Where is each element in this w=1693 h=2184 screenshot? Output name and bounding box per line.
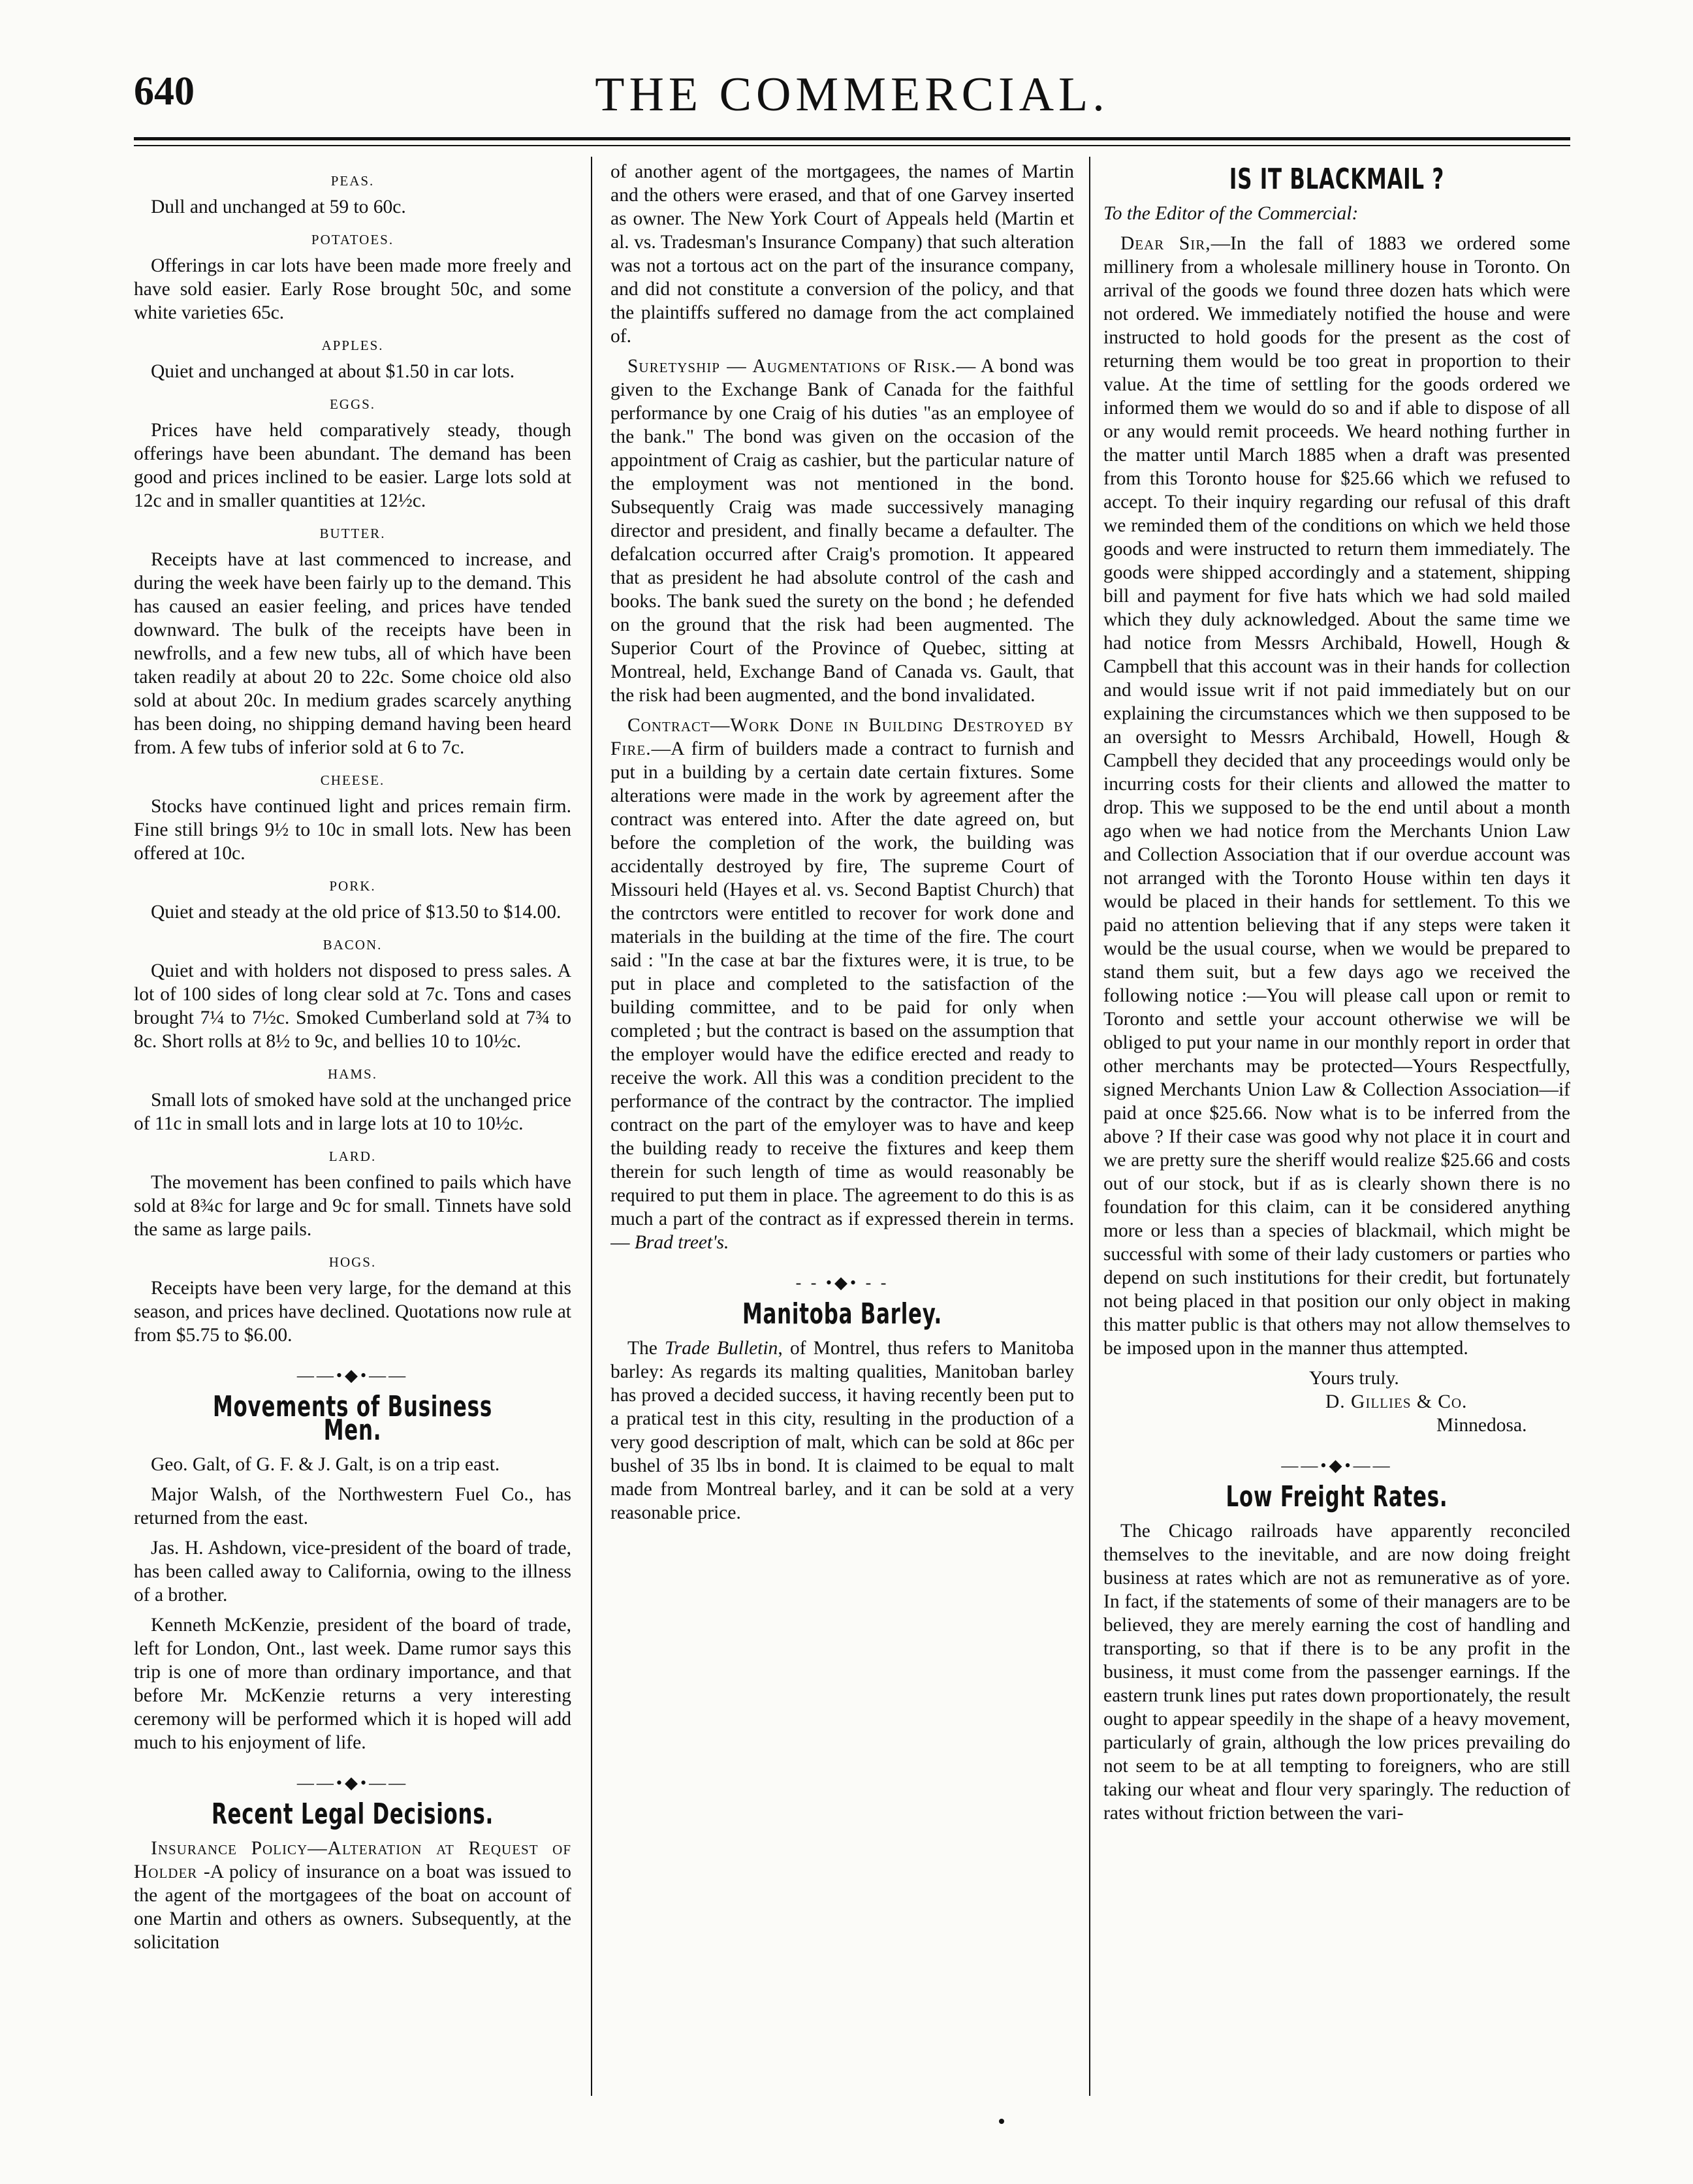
headline-legal-decisions: Recent Legal Decisions. (211, 1797, 494, 1831)
market-text-bacon: Quiet and with holders not disposed to press sales. A lot of 100 sides of long clear sold at 7c. Tons and cases brought 7¼ to 7½c. Smoked Cumberland sold at 7¾ to 8c. Short rolls at 8½ to 9c, and bellies 10 to 10½c. (134, 960, 571, 1052)
movement-item: Geo. Galt, of G. F. & J. Galt, is on a trip east. (151, 1454, 500, 1475)
market-label-lard: LARD. (328, 1148, 377, 1164)
headline-manitoba-barley: Manitoba Barley. (742, 1297, 943, 1331)
market-label-potatoes: POTATOES. (311, 232, 394, 247)
letter-salutation: Dear Sir, (1120, 233, 1211, 254)
header-rule (134, 137, 1570, 140)
market-text-potatoes: Offerings in car lots have been made more freely and have sold easier. Early Rose brought 50c, and some white varieties 65c. (134, 255, 571, 323)
movement-item: Major Walsh, of the Northwestern Fuel Co., has returned from the east. (134, 1484, 571, 1528)
section-ornament: ——•◆•—— (296, 1366, 409, 1385)
freight-article: The Chicago railroads have apparently reconciled themselves to the inevitable, and are now doing freight business at rates which are not as remunerative as of yore. In fact, if the statements of some of their managers are to be believed, they are merely earning the cost of handling and transporting, so that if there is to be any profit in the business, it must come from the passenger earnings. If the eastern trunk lines put rates down proportionately, the result ought to appear speedily in the shape of a heavy movement, particularly of grain, although the low prices prevailing do not seem to be at all tempting to foreigners, who are still taking our wheat and flour very sparingly. The reduction of rates without friction between the vari- (1103, 1521, 1570, 1824)
page-header (134, 62, 1570, 134)
legal-item (610, 714, 1074, 1254)
section-ornament: ——•◆•—— (1281, 1456, 1393, 1475)
market-label-apples: APPLES. (321, 338, 384, 353)
market-text-hams: Small lots of smoked have sold at the unchanged price of 11c in small lots and in large lots at 10 to 10½c. (134, 1090, 571, 1134)
headline-freight-rates: Low Freight Rates. (1226, 1480, 1448, 1513)
legal-item (610, 355, 1074, 707)
column-divider (591, 157, 592, 2096)
market-label-bacon: BACON. (323, 937, 383, 953)
market-text-hogs: Receipts have been very large, for the demand at this season, and prices have declined. Quotations now rule at from $5.75 to $6.00. (134, 1278, 571, 1346)
column-3 (1103, 160, 1570, 2080)
legal-item-text: —A firm of builders made a contract to furnish and put in a building by a certain date certain fixtures. Some alterations were made in the work by agreement after the contract was entered into. After the date agreed on, but before the completion of the work, the building was accidentally destroyed by fire, The supreme Court of Missouri held (Hayes et al. vs. Second Baptist Church) that the contrctors were entitled to recover for work done and materials in the building at the time of the fire. The court said : "In the case at bar the fixtures were, it is true, to be put in place and completed to the satisfaction of the building committee, and to be paid for only when completed ; but the contract is based on the assumption that the employer would have the edifice erected and ready to receive the work. All this was a condition precident to the performance of the contract by the contractor. The implied contract on the part of the emyloyer was to have and keep the building ready to receive the fixtures and keep them therein for such length of time as would reasonably be required to put them in place. The agreement to do this is as much a part of the contract as if expressed therein in terms.— (610, 738, 1074, 1253)
legal-item-source: Brad treet's. (634, 1232, 729, 1253)
column-divider (1089, 157, 1090, 2096)
market-text-peas: Dull and unchanged at 59 to 60c. (151, 197, 406, 217)
market-text-butter: Receipts have at last commenced to increase, and during the week have been fairly up to the demand. This has caused an easier feeling, and prices have tended downward. The bulk of the receipts have been in newfrolls, and a few new tubs, all of which have been taken readily at about 20 to 22c. Some choice old also sold at about 20c. In medium grades scarcely anything has been doing, no shipping demand having been heard from. A few tubs of inferior sold at 6 to 7c. (134, 549, 571, 758)
market-text-pork: Quiet and steady at the old price of $13.50 to $14.00. (151, 902, 562, 923)
letter-closing: Yours truly. (1309, 1368, 1399, 1389)
legal-item-title: Contract—Work Done in Building Destroyed by Fire. (610, 715, 1074, 759)
market-label-eggs: EGGS. (329, 396, 376, 412)
market-label-butter: BUTTER. (319, 526, 386, 541)
section-ornament: - - •◆• - - (795, 1273, 889, 1292)
market-label-hogs: HOGS. (328, 1254, 377, 1270)
market-text-eggs: Prices have held comparatively steady, though offerings have been abundant. The demand has been good and prices inclined to be easier. Large lots sold at 12c and in smaller quantities at 12½c. (134, 420, 571, 511)
letter-body (1103, 232, 1570, 1360)
barley-article (610, 1337, 1074, 1525)
section-ornament: ——•◆•—— (296, 1773, 409, 1792)
letter-text: —In the fall of 1883 we ordered some millinery from a wholesale millinery house in Toronto. On arrival of the goods we found three dozen hats which were not ordered. We immediately notified the house and were instructed to hold goods for the present as the cost of returning them would be too great in proportion to their value. At the time of settling for the goods ordered we informed them we would do so and if able to dispose of all or any would remit proceeds. We heard nothing further in the matter until March 1885 when a draft was presented from this Toronto house for $25.66 which we refused to accept. To their inquiry regarding our refusal of this draft we reminded them of the conditions on which we held those goods and were instructed to return them immediately. The goods were shipped accordingly and a statement, shipping bill and payment for five hats which we had sold mailed which they duly acknowledged. About the same time we had notice from Messrs Archibald, Howell, Hough & Campbell that this account was in their hands for collection and would issue writ if not paid immediately but on our explaining the circumstances which we then supposed to be an oversight to Messrs Archibald, Howell, Hough & Campbell they decided that any proceedings would only be incurring costs for their clients and allowed the matter to drop. This we supposed to be the end until about a month ago when we had notice from the Merchants Union Law and Collection Association that if our overdue account was not arranged with the Toronto House within ten days it would be placed in their hands for settlement. To this we paid no attention believing that if any steps were taken it would be the usual course, when we would be prepared to stand them suit, but a few days ago we received the following notice :—You will please call upon or remit to Toronto and settle your account otherwise we will be obliged to put your name in our monthly report in order that other merchants may be protected—Yours Respectfully, signed Merchants Union Law & Collection Association—if paid at once $25.66. Now what is to be inferred from the above ? If their case was good why not place it in court and we are pretty sure the sheriff would realize $25.66 and costs out of our stock, but if as is clearly shown there is no foundation for this claim, can it be considered anything more or less than a species of blackmail, which might be successful with some of their lady customers or parties who depend on such institutions for their credit, but fortunately not being placed in that position our only object in making this matter public is that others may not allow themselves to be imposed upon in the manner thus attempted. (1103, 233, 1570, 1359)
headline-blackmail: IS IT BLACKMAIL ? (1229, 163, 1445, 196)
publication-name: Trade Bulletin (665, 1338, 778, 1359)
barley-article-text: , of Montrel, thus refers to Manitoba barley: As regards its malting qualities, Manitoban barley has proved a decided success, it having recently been put to a pratical test in this city, resulting in the production of a very good description of malt, which can be sold at 86c per bushel of 35 lbs in bond. It is claimed to be equal to malt made from Montreal barley, and it can be sold at a very reasonable price. (610, 1338, 1074, 1523)
column-2 (610, 160, 1074, 2080)
legal-item-text: -A policy of insurance on a boat was issued to the agent of the mortgagees of the boat on account of one Martin and others as owners. Subsequently, at the solicitation (134, 1861, 571, 1953)
barley-article-pre: The (627, 1338, 665, 1359)
letter-signature: D. Gillies & Co. (1325, 1391, 1468, 1412)
market-text-apples: Quiet and unchanged at about $1.50 in car lots. (151, 361, 515, 382)
movement-item: Kenneth McKenzie, president of the board of trade, left for London, Ont., last week. Dame rumor says this trip is one of more than ordinary importance, and that before Mr. McKenzie returns a very interesting ceremony will be performed which it is hoped will add much to his enjoyment of life. (134, 1615, 571, 1753)
masthead-title: THE COMMERCIAL. (595, 68, 1109, 121)
market-label-peas: PEAS. (330, 173, 375, 189)
legal-item-text: — A bond was given to the Exchange Bank of Canada for the faithful performance by one Craig of his duties "as an employee of the bank." The bond was given on the occasion of the appointment of Craig as cashier, but the particular nature of the employment was not mentioned in the bond. Subsequently Craig was made successively managing director and president, and finally became a defaulter. The defalcation occurred after Craig's promotion. It appeared that as president he had absolute control of the cash and books. The bank sued the surety on the bond ; he defended on the ground that the risk had been augmented. The Superior Court of the Province of Quebec, sitting at Montreal, held, Exchange Band of Canada vs. Gault, that the risk had been augmented, and the bond invalidated. (610, 356, 1074, 706)
market-label-pork: PORK. (329, 878, 376, 894)
market-label-hams: HAMS. (328, 1066, 377, 1082)
legal-item-title: Insurance Policy—Alteration at Request of Holder (134, 1838, 571, 1882)
column-1 (134, 160, 571, 2080)
market-label-cheese: CHEESE. (320, 772, 385, 788)
legal-item-title: Suretyship — Augmentations of Risk. (627, 356, 957, 377)
headline-movements: Movements of Business Men. (213, 1390, 492, 1447)
movement-item: Jas. H. Ashdown, vice-president of the board of trade, has been called away to California, owing to the illness of a brother. (134, 1538, 571, 1606)
market-text-cheese: Stocks have continued light and prices remain firm. Fine still brings 9½ to 10c in small lots. New has been offered at 10c. (134, 796, 571, 864)
market-text-lard: The movement has been confined to pails which have sold at 8¾c for large and 9c for small. Tinnets have sold the same as large pails. (134, 1172, 571, 1240)
page-number: 640 (134, 69, 195, 114)
legal-item (134, 1837, 571, 1954)
legal-item-continued: of another agent of the mortgagees, the names of Martin and the others were erased, and that of one Garvey inserted as owner. The New York Court of Appeals held (Martin et al. vs. Tradesman's Insurance Company) that such alteration was not a tortous act on the part of the insurance company, and did not constitute a conversion of the policy, and that the plaintiffs suffered no damage from the act complained of. (610, 161, 1074, 347)
print-speck (999, 2119, 1004, 2124)
header-rule-thin (134, 145, 1570, 146)
letter-address: To the Editor of the Commercial: (1103, 203, 1359, 224)
letter-location: Minnedosa. (1436, 1415, 1527, 1436)
